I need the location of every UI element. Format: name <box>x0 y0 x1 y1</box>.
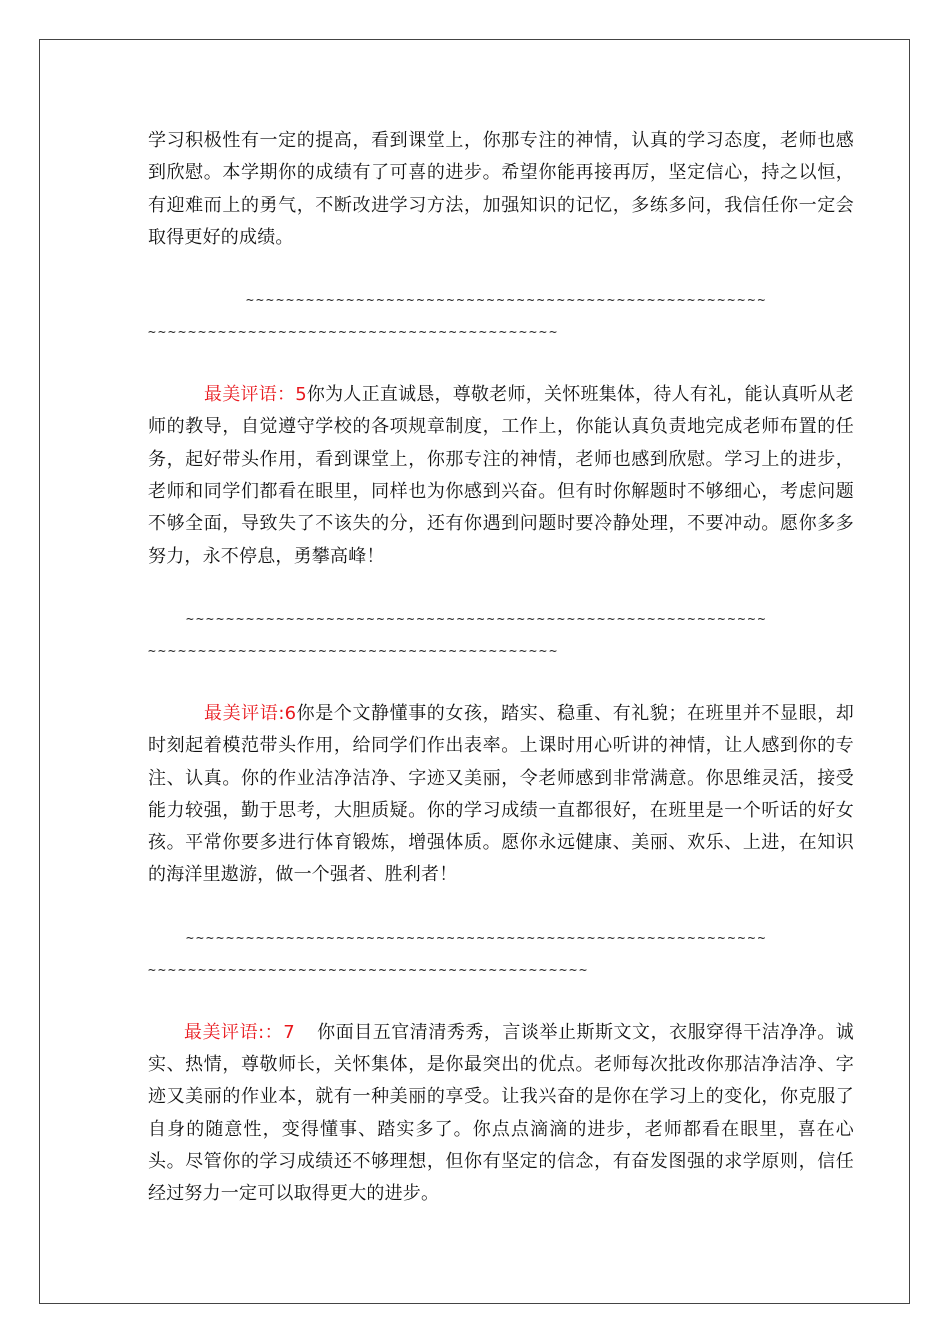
comment-text: 你面目五官清清秀秀，言谈举止斯斯文文，衣服穿得干洁净净。诚实、热情，尊敬师长，关怀集体，是你最突出的优点。老师每次批改你那洁净洁净、字迹又美丽的作业本，就有一种美丽的享受。让我兴奋的是你在学习上的变化，你克服了自身的随意性，变得懂事、踏实多了。你点点滴滴的进步，老师都看在眼里，喜在心头。尽管你的学习成绩还不够理想，但你有坚定的信念，有奋发图强的求学原则，信任经过努力一定可以取得更大的进步。 <box>148 1021 855 1205</box>
separator <box>148 923 854 987</box>
comment-label: 最美评语:：7 <box>184 1021 295 1043</box>
separator <box>148 285 854 349</box>
separator-line: ~~~~~~~~~~~~~~~~~~~~~~~~~~~~~~~~~~~~~~~~~~~~~~~~~~~~~~~~~~ <box>186 930 768 946</box>
comment-paragraph <box>148 379 854 573</box>
comment-label: 最美评语：5 <box>204 384 307 406</box>
separator-line: ~~~~~~~~~~~~~~~~~~~~~~~~~~~~~~~~~~~~~~~~~~~~~~~~~~~~~~~~~~ <box>186 611 768 627</box>
intro-paragraph: 学习积极性有一定的提高，看到课堂上，你那专注的神情，认真的学习态度，老师也感到欣慰。本学期你的成绩有了可喜的进步。希望你能再接再厉，坚定信心，持之以恒，有迎难而上的勇气，不断改进学习方法，加强知识的记忆，多练多问，我信任你一定会取得更好的成绩。 <box>148 130 854 248</box>
separator <box>148 604 854 668</box>
comment-paragraph <box>148 1017 854 1211</box>
comment-text: 你是个文静懂事的女孩，踏实、稳重、有礼貌；在班里并不显眼，却时刻起着模范带头作用，给同学们作出表率。上课时用心听讲的神情，让人感到你的专注、认真。你的作业洁净洁净、字迹又美丽，令老师感到非常满意。你思维灵活，接受能力较强，勤于思考，大胆质疑。你的学习成绩一直都很好，在班里是一个听话的好女孩。平常你要多进行体育锻炼，增强体质。愿你永远健康、美丽、欢乐、上进，在知识的海洋里遨游，做一个强者、胜利者！ <box>148 702 854 886</box>
comment-paragraph <box>148 698 854 892</box>
separator-line: ~~~~~~~~~~~~~~~~~~~~~~~~~~~~~~~~~~~~~~~~~~~~~~~~~~~~ <box>246 293 768 309</box>
separator-line: ~~~~~~~~~~~~~~~~~~~~~~~~~~~~~~~~~~~~~~~~~~~~ <box>148 962 590 978</box>
separator-line: ~~~~~~~~~~~~~~~~~~~~~~~~~~~~~~~~~~~~~~~~~ <box>148 325 560 341</box>
comment-label: 最美评语:6 <box>204 702 297 724</box>
document-body <box>148 125 854 1211</box>
separator-line: ~~~~~~~~~~~~~~~~~~~~~~~~~~~~~~~~~~~~~~~~~ <box>148 643 560 659</box>
comment-text: 你为人正直诚恳，尊敬老师，关怀班集体，待人有礼，能认真听从老师的教导，自觉遵守学校的各项规章制度，工作上，你能认真负责地完成老师布置的任务，起好带头作用，看到课堂上，你那专注的神情，老师也感到欣慰。学习上的进步，老师和同学们都看在眼里，同样也为你感到兴奋。但有时你解题时不够细心，考虑问题不够全面，导致失了不该失的分，还有你遇到问题时要冷静处理，不要冲动。愿你多多努力，永不停息，勇攀高峰！ <box>148 384 854 567</box>
